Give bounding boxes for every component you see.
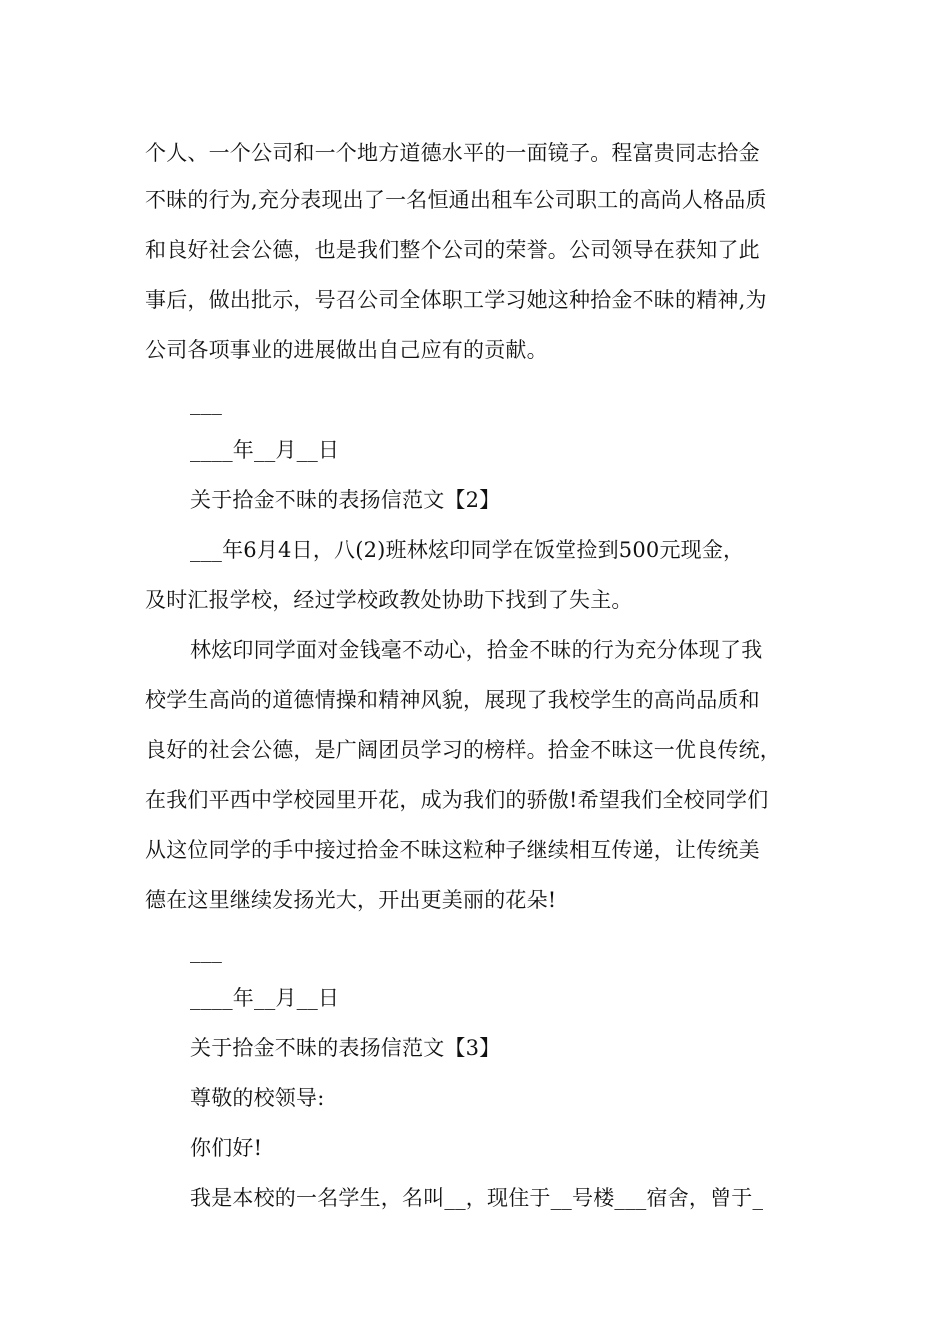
greeting: 你们好! [190, 1136, 263, 1160]
section-title-2: 关于拾金不昧的表扬信范文【2】 [190, 488, 501, 512]
paragraph-line: 德在这里继续发扬光大，开出更美丽的花朵! [145, 888, 557, 912]
paragraph-line: 良好的社会公德，是广阔团员学习的榜样。拾金不昧这一优良传统， [145, 738, 781, 762]
date-line: ____年__月__日 [190, 986, 340, 1010]
paragraph-line: 及时汇报学校，经过学校政教处协助下找到了失主。 [145, 588, 633, 612]
paragraph-line: 校学生高尚的道德情操和精神风貌，展现了我校学生的高尚品质和 [145, 688, 760, 712]
paragraph-line: 林炫印同学面对金钱毫不动心，拾金不昧的行为充分体现了我 [190, 638, 763, 662]
salutation: 尊敬的校领导: [190, 1086, 325, 1110]
date-line: ____年__月__日 [190, 438, 340, 462]
paragraph-line: 个人、一个公司和一个地方道德水平的一面镜子。程富贵同志拾金 [145, 141, 760, 165]
signature-blank: ___ [190, 391, 223, 415]
paragraph-line: 不昧的行为,充分表现出了一名恒通出租车公司职工的高尚人格品质 [145, 188, 767, 212]
section-title-3: 关于拾金不昧的表扬信范文【3】 [190, 1036, 501, 1060]
paragraph-line: 从这位同学的手中接过拾金不昧这粒种子继续相互传递，让传统美 [145, 838, 760, 862]
paragraph-line: 在我们平西中学校园里开花，成为我们的骄傲!希望我们全校同学们 [145, 788, 769, 812]
paragraph-line: 事后，做出批示，号召公司全体职工学习她这种拾金不昧的精神,为 [145, 288, 767, 312]
paragraph-line: 我是本校的一名学生，名叫__，现住于__号楼___宿舍，曾于_ [190, 1186, 764, 1210]
paragraph-line: 公司各项事业的进展做出自己应有的贡献。 [145, 338, 548, 362]
paragraph-line: ___年6月4日，八(2)班林炫印同学在饭堂捡到500元现金， [190, 538, 745, 562]
paragraph-line: 和良好社会公德，也是我们整个公司的荣誉。公司领导在获知了此 [145, 238, 760, 262]
signature-blank: ___ [190, 939, 223, 963]
